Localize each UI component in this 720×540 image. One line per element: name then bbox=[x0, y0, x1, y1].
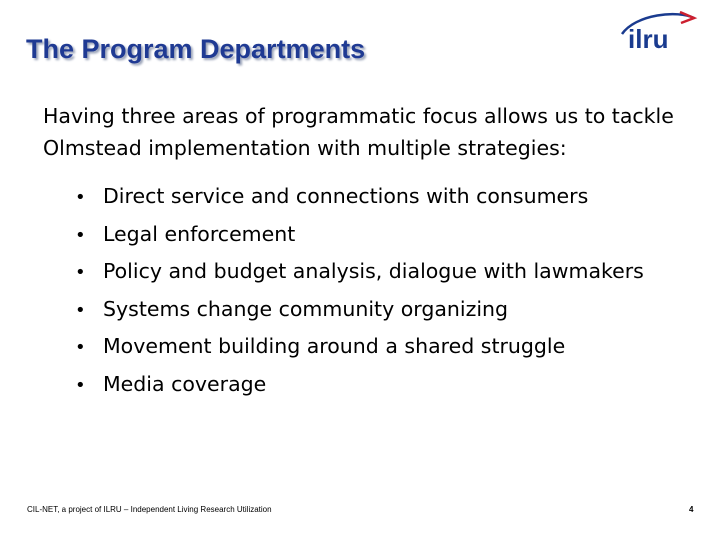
list-item bbox=[75, 216, 644, 254]
bullet-icon: • bbox=[75, 262, 86, 283]
intro-paragraph: Having three areas of programmatic focus allows us to tackle Olmstead implementation with multiple strategies: bbox=[43, 104, 674, 160]
bullet-icon: • bbox=[75, 299, 86, 321]
list-item-text: Systems change community organizing bbox=[103, 296, 509, 321]
list-item bbox=[75, 178, 644, 216]
list-item bbox=[75, 366, 644, 404]
list-item-text: Movement building around a shared struggle bbox=[103, 334, 566, 358]
list-item bbox=[75, 253, 644, 291]
list-item-text: Policy and budget analysis, dialogue with lawmakers bbox=[103, 259, 644, 283]
list-item-text: Legal enforcement bbox=[103, 221, 296, 246]
bullet-icon: • bbox=[75, 337, 86, 358]
footer-text: CIL-NET, a project of ILRU – Independent Living Research Utilization bbox=[27, 505, 272, 514]
list-item bbox=[75, 328, 644, 366]
list-item bbox=[75, 291, 644, 329]
bullet-icon: • bbox=[75, 374, 86, 396]
page-number: 4 bbox=[689, 505, 694, 514]
logo-text: ilru bbox=[628, 24, 669, 54]
list-item-text: Media coverage bbox=[103, 371, 267, 396]
strategy-list bbox=[75, 178, 644, 403]
slide-title: The Program Departments bbox=[26, 34, 366, 64]
ilru-logo bbox=[618, 10, 698, 54]
list-item-text: Direct service and connections with consumers bbox=[103, 184, 589, 208]
bullet-icon: • bbox=[75, 224, 86, 246]
bullet-icon: • bbox=[75, 187, 86, 208]
